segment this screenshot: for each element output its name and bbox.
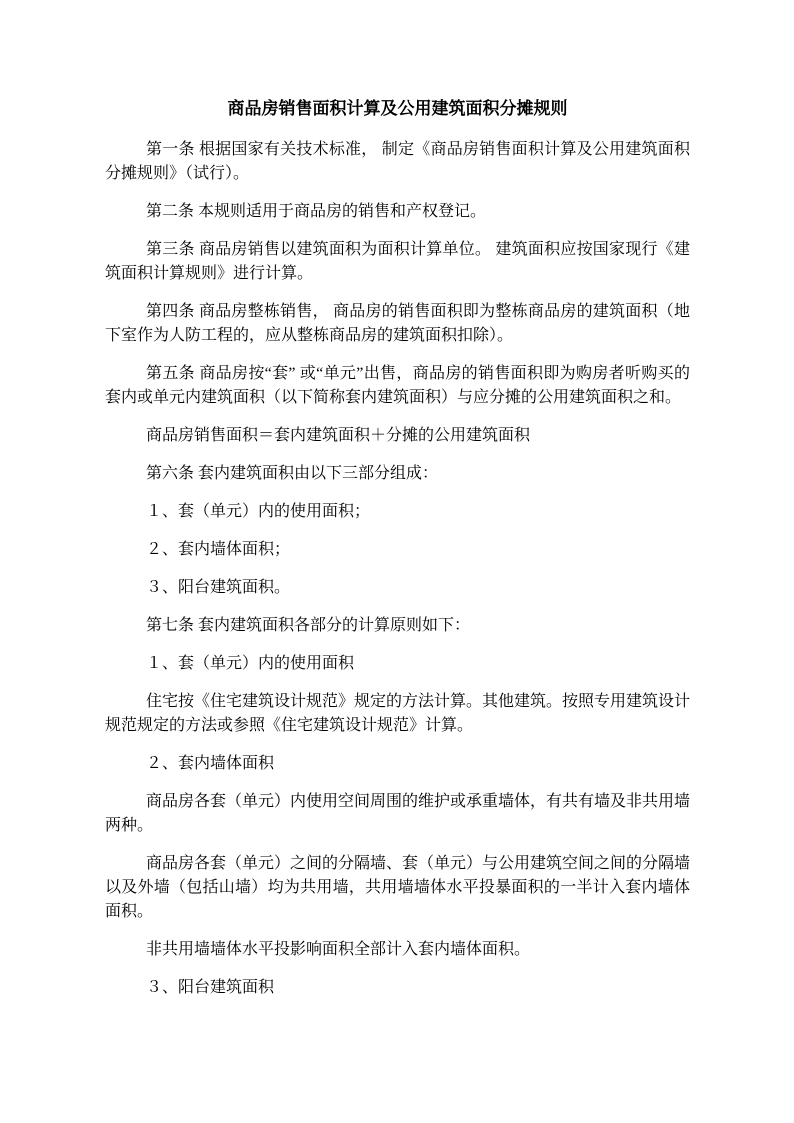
paragraph-item-1: １、套（单元）内的使用面积；: [146, 503, 371, 520]
paragraph-item-3: ３、阳台建筑面积。: [146, 579, 291, 596]
paragraph-article-7: 第七条 套内建筑面积各部分的计算原则如下：: [146, 617, 471, 634]
paragraph-item-2-heading: ２、套内墙体面积: [146, 755, 275, 772]
paragraph-formula: 商品房销售面积＝套内建筑面积＋分摊的公用建筑面积: [146, 427, 531, 444]
document-title: 商品房销售面积计算及公用建筑面积分摊规则: [227, 99, 568, 118]
paragraph-item-2: ２、套内墙体面积；: [146, 541, 291, 558]
paragraph-article-1: 第一条 根据国家有关技术标准， 制定《商品房销售面积计算及公用建筑面积分摊规则》（试行）。: [105, 141, 690, 182]
paragraph-item-2-body-c: 非共用墙墙体水平投影响面积全部计入套内墙体面积。: [146, 941, 531, 958]
paragraph-article-5: 第五条 商品房按“套” 或“单元”出售，商品房的销售面积即为购房者听购买的套内或单元内建筑面积（以下简称套内建筑面积）与应分摊的公用建筑面积之和。: [105, 365, 690, 406]
paragraph-item-1-heading: １、套（单元）内的使用面积: [146, 655, 355, 672]
paragraph-item-2-body-b: 商品房各套（单元）之间的分隔墙、套（单元）与公用建筑空间之间的分隔墙以及外墙（包括山墙）均为共用墙，共用墙墙体水平投暴面积的一半计入套内墙体面积。: [105, 855, 691, 920]
paragraph-article-3: 第三条 商品房销售以建筑面积为面积计算单位。 建筑面积应按国家现行《建筑面积计算规则》进行计算。: [105, 241, 690, 282]
paragraph-article-6: 第六条 套内建筑面积由以下三部分组成：: [146, 465, 439, 482]
paragraph-article-2: 第二条 本规则适用于商品房的销售和产权登记。: [146, 203, 487, 220]
paragraph-item-2-body-a: 商品房各套（单元）内使用空间周围的维护或承重墙体，有共有墙及非共用墙两种。: [105, 793, 691, 834]
paragraph-item-1-body: 住宅按《住宅建筑设计规范》规定的方法计算。其他建筑。按照专用建筑设计规范规定的方法或参照《住宅建筑设计规范》计算。: [105, 693, 691, 734]
paragraph-item-3-heading: ３、阳台建筑面积: [146, 979, 275, 996]
paragraph-article-4: 第四条 商品房整栋销售， 商品房的销售面积即为整栋商品房的建筑面积（地下室作为人防工程的，应从整栋商品房的建筑面积扣除）。: [105, 303, 690, 344]
